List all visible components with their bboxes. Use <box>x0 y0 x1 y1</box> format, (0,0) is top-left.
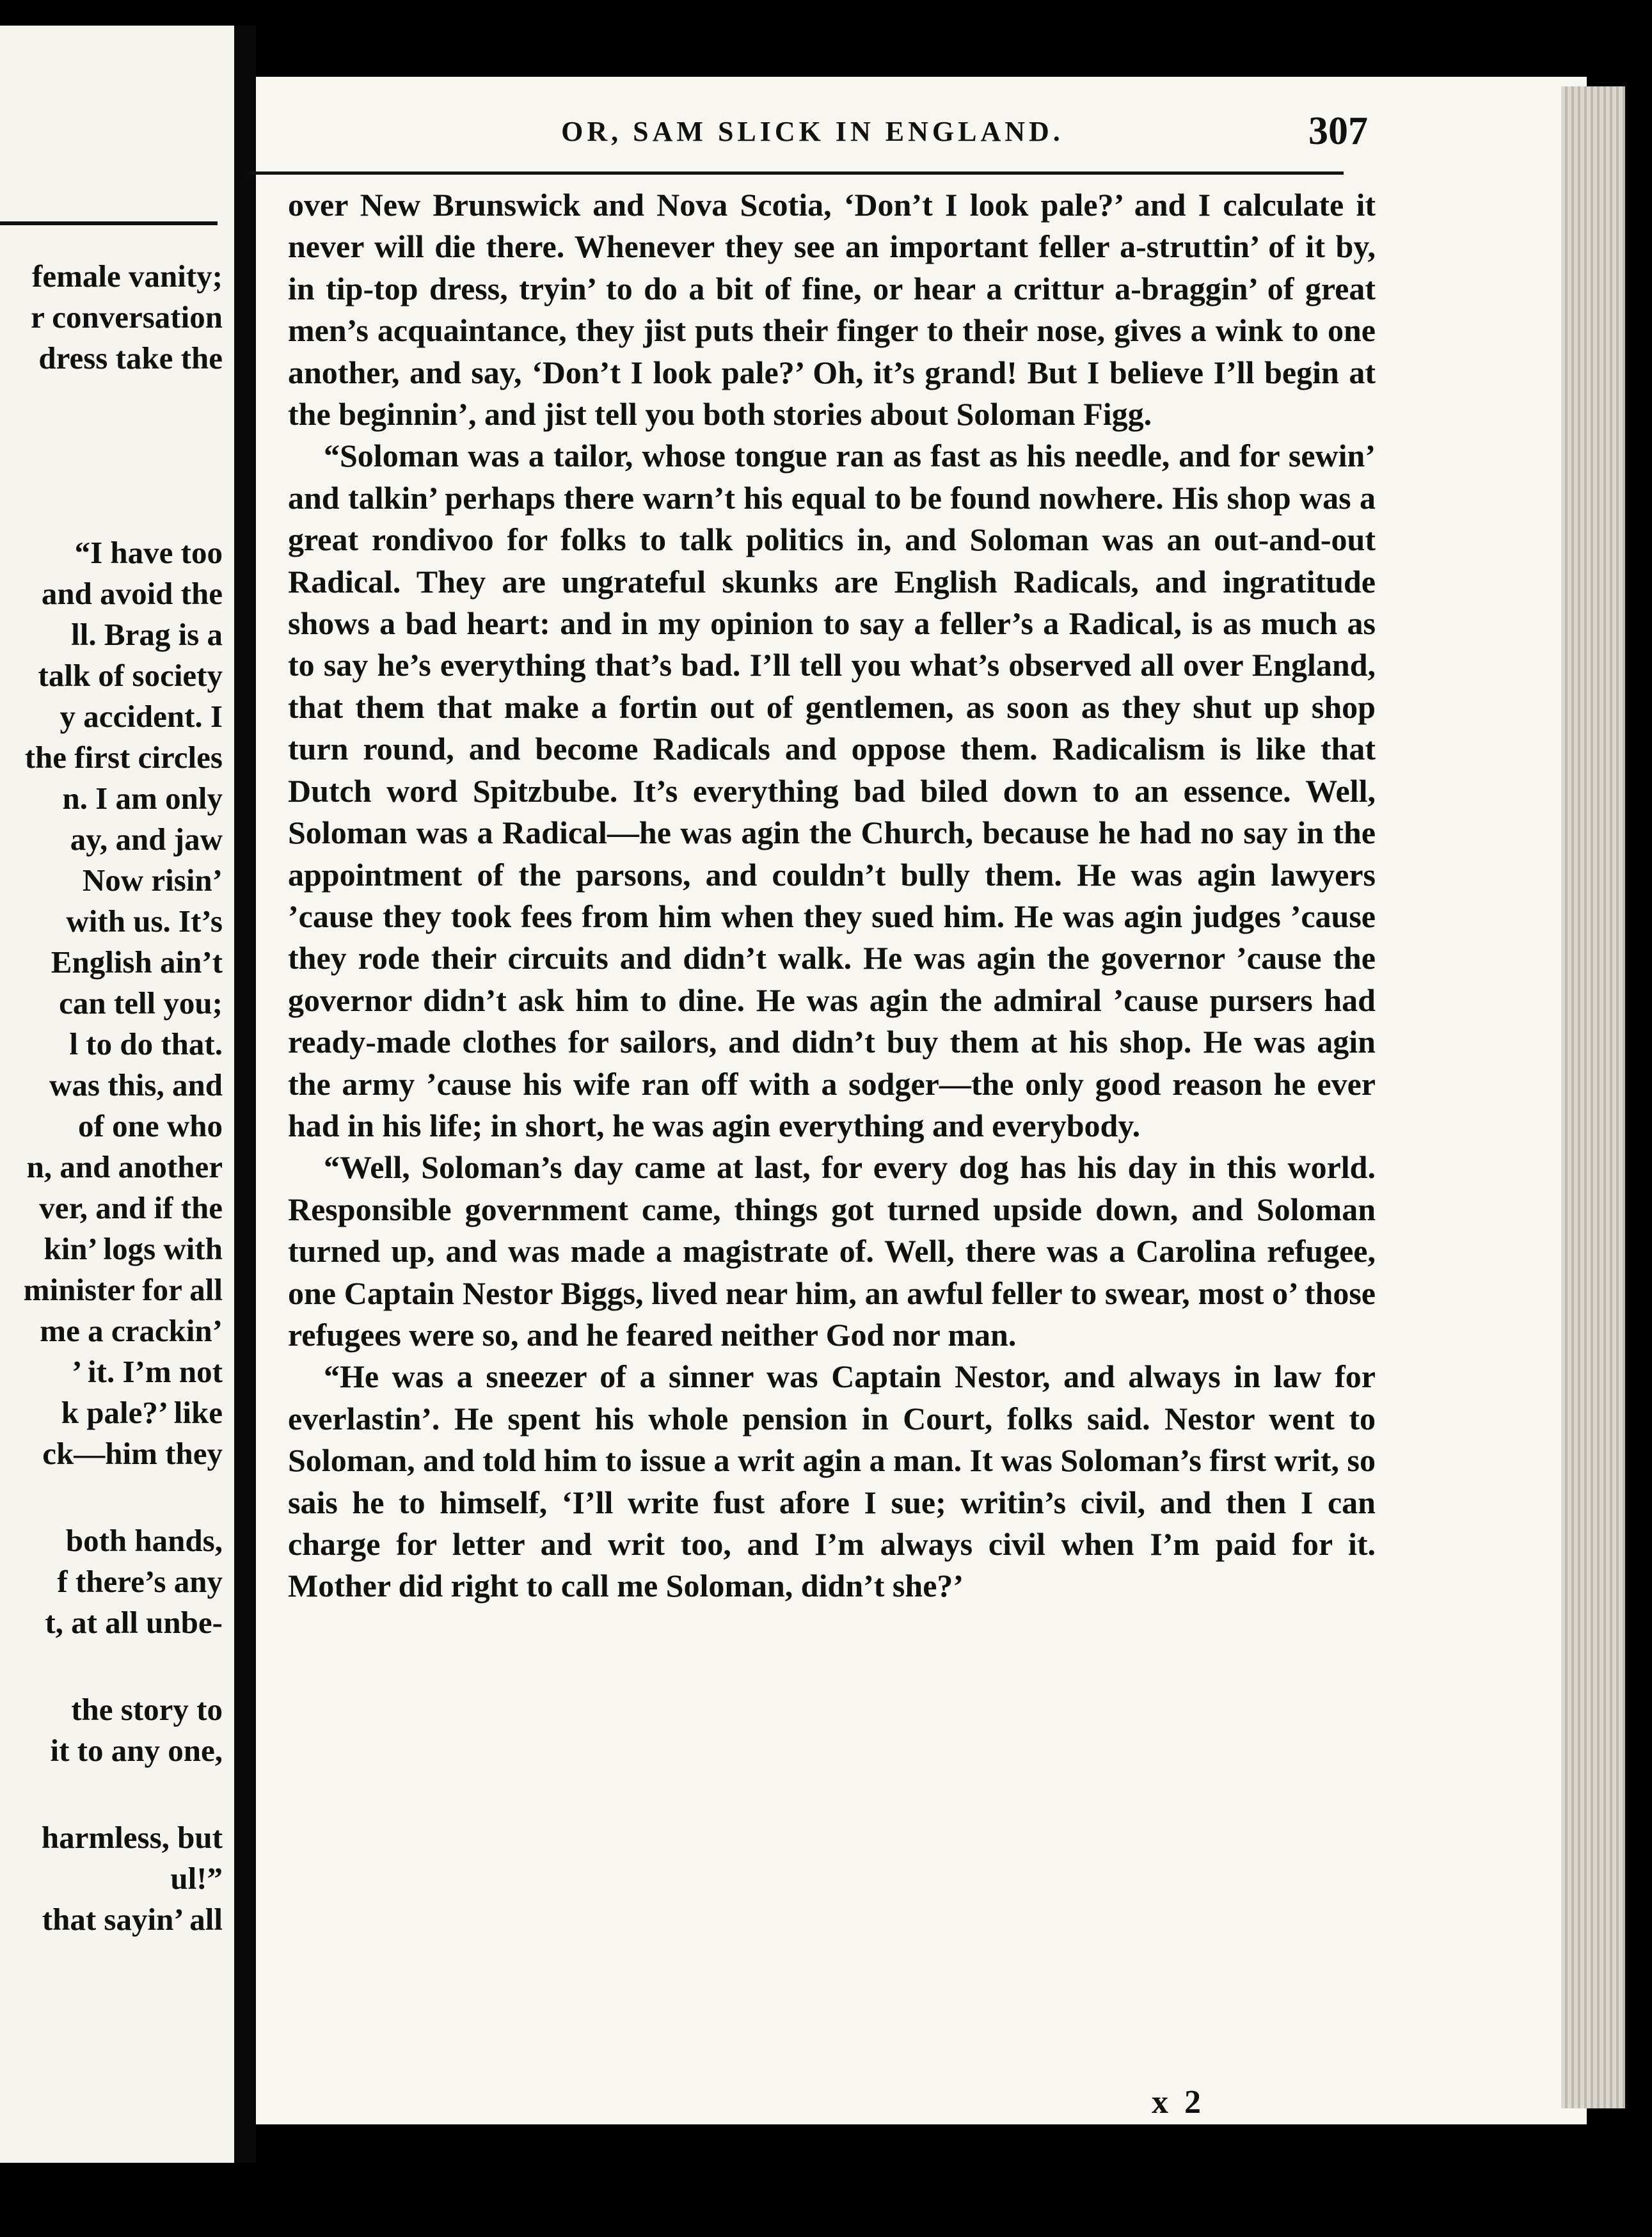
previous-page-line: and avoid the <box>41 576 223 611</box>
page-edge <box>1561 86 1625 2108</box>
previous-page-gap <box>0 379 223 532</box>
page-number: 307 <box>1308 109 1368 153</box>
previous-page-line: f there’s any <box>57 1564 223 1599</box>
previous-page <box>0 26 234 2163</box>
signature-mark: x 2 <box>1152 2084 1205 2121</box>
previous-page-line: female vanity; <box>32 259 223 294</box>
previous-page-gap <box>0 1643 223 1689</box>
previous-page-line: me a crackin’ <box>40 1313 223 1348</box>
previous-page-line: k pale?’ like <box>61 1395 223 1430</box>
previous-page-gap <box>0 1474 223 1520</box>
previous-page-line: y accident. I <box>60 699 223 734</box>
previous-page-line: English ain’t <box>51 944 223 980</box>
previous-page-line: r conversation <box>31 299 223 335</box>
running-head: OR, SAM SLICK IN ENGLAND. <box>561 116 1064 147</box>
previous-page-line: both hands, <box>65 1523 223 1558</box>
previous-page-gap <box>0 1771 223 1817</box>
previous-page-line: the story to <box>71 1692 223 1727</box>
previous-page-line: was this, and <box>49 1067 223 1103</box>
previous-page-line: l to do that. <box>69 1026 223 1062</box>
previous-page-line: dress take the <box>38 340 223 376</box>
previous-page-line: n, and another <box>26 1149 223 1184</box>
previous-page-line: minister for all <box>23 1272 223 1307</box>
paragraph: “Soloman was a tailor, whose tongue ran as fast as his needle, and for sewin’ and talkin’ perhaps there warn’t his equal to be found nowhere. His shop was a great rondivoo for folks to talk politics in, and Soloman was an out-and-out Radical. They are ungrateful skunks are English Radicals, and ingratitude shows a bad heart: and in my opinion to say a feller’s a Radical, is as much as to say he’s everything that’s bad. I’ll tell you what’s observed all over England, that them that make a fortin out of gentlemen, as soon as they shut up shop turn round, and become Radicals and oppose them. Radicalism is like that Dutch word Spitzbube. It’s everything bad biled down to an essence. Well, Soloman was a Radical—he was agin the Church, because he had no say in the appointment of the parsons, and couldn’t bully them. He was agin lawyers ’cause they took fees from him when they sued him. He was agin judges ’cause they rode their circuits and didn’t walk. He was agin the governor ’cause the governor didn’t ask him to dine. He was agin the admiral ’cause pursers had ready-made clothes for sailors, and didn’t buy them at his shop. He was agin the army ’cause his wife ran off with a sodger—the only good reason he ever had in his life; in short, he was agin everything and everybody. <box>288 438 1376 1143</box>
previous-page-line: Now risin’ <box>82 863 223 898</box>
previous-page-line: it to any one, <box>50 1733 223 1768</box>
previous-page-line: talk of society <box>38 658 223 693</box>
previous-page-line: harmless, but <box>41 1820 223 1855</box>
previous-page-line: ck—him they <box>42 1436 223 1471</box>
previous-page-line: of one who <box>78 1108 223 1143</box>
previous-page-line: n. I am only <box>62 781 223 816</box>
header-rule <box>250 171 1344 175</box>
previous-page-line: “I have too <box>74 535 223 570</box>
previous-page-line: can tell you; <box>59 985 223 1021</box>
previous-page-line: kin’ logs with <box>44 1231 223 1266</box>
body-text <box>288 184 1376 1607</box>
previous-page-line: ay, and jaw <box>70 822 223 857</box>
previous-page-line: ul!” <box>170 1861 223 1896</box>
previous-page-line: ver, and if the <box>39 1190 223 1225</box>
previous-page-line: ’ it. I’m not <box>72 1354 223 1389</box>
previous-page-rule <box>0 221 218 225</box>
previous-page-line: with us. It’s <box>66 904 223 939</box>
book-gutter <box>234 26 256 2163</box>
previous-page-line: that sayin’ all <box>42 1902 223 1937</box>
paragraph: over New Brunswick and Nova Scotia, ‘Don’t I look pale?’ and I calculate it never will die there. Whenever they see an important feller a-struttin’ of it by, in tip-top dress, tryin’ to do a bit of fine, or hear a crittur a-braggin’ of great men’s acquaintance, they jist puts their finger to their nose, gives a wink to one another, and say, ‘Don’t I look pale?’ Oh, it’s grand! But I believe I’ll begin at the beginnin’, and jist tell you both stories about Soloman Figg. <box>288 187 1376 433</box>
previous-page-text <box>0 256 223 1940</box>
previous-page-line: the first circles <box>24 740 223 775</box>
previous-page-line: ll. Brag is a <box>71 617 223 652</box>
paragraph: “He was a sneezer of a sinner was Captain Nestor, and always in law for everlastin’. He spent his whole pension in Court, folks said. Nestor went to Soloman, and told him to issue a writ agin a man. It was Soloman’s first writ, so sais he to himself, ‘I’ll write fust afore I sue; writin’s civil, and then I can charge for letter and writ too, and I’m always civil when I’m paid for it. Mother did right to call me Soloman, didn’t she?’ <box>288 1358 1376 1604</box>
paragraph: “Well, Soloman’s day came at last, for every dog has his day in this world. Responsible government came, things got turned upside down, and Soloman turned up, and was made a magistrate of. Well, there was a Carolina refugee, one Captain Nestor Biggs, lived near him, an awful feller to swear, most o’ those refugees were so, and he feared neither God nor man. <box>288 1149 1376 1353</box>
previous-page-line: t, at all unbe- <box>45 1605 223 1640</box>
